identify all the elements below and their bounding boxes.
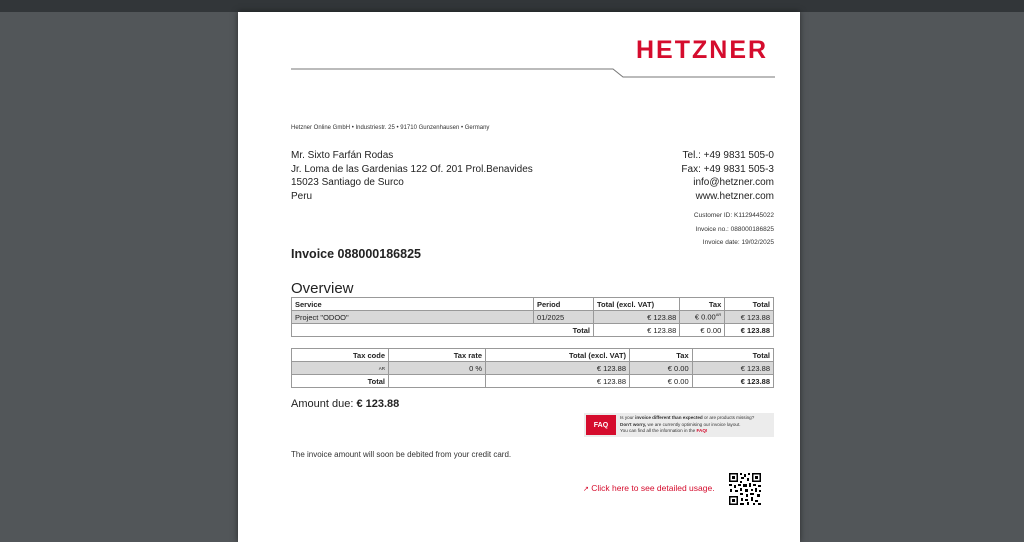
faq-line3-a: You can find all the information in the: [620, 428, 697, 434]
overview-heading: Overview: [291, 280, 354, 297]
col-total-excl: Total (excl. VAT): [594, 298, 680, 311]
debit-note: The invoice amount will soon be debited from your credit card.: [291, 450, 512, 459]
faq-line1-a: Is your: [620, 415, 636, 420]
usage-link-label: Click here to see detailed usage.: [591, 483, 715, 493]
total-empty: [389, 375, 486, 388]
col-tax: Tax: [630, 349, 693, 362]
cell-tax-code: AR: [292, 362, 389, 375]
hetzner-logo: HETZNER: [636, 36, 769, 64]
col-tax-rate: Tax rate: [389, 349, 486, 362]
faq-line2-a: Don't worry,: [620, 421, 647, 427]
viewer-toolbar: [0, 0, 1024, 12]
table-row: [292, 311, 774, 324]
cell-service: Project "ODOO": [292, 311, 534, 324]
faq-link[interactable]: FAQ!: [696, 428, 708, 434]
faq-chat-icon: [586, 415, 616, 435]
total-sum: € 123.88: [692, 375, 773, 388]
col-tax-code: Tax code: [292, 349, 389, 362]
qr-code: [728, 472, 762, 506]
col-total-excl: Total (excl. VAT): [486, 349, 630, 362]
external-link-icon: ↗: [583, 486, 589, 493]
total-label: Total: [292, 324, 594, 337]
amount-due: [291, 398, 399, 410]
col-period: Period: [534, 298, 594, 311]
faq-line1-b: invoice different than expected: [635, 415, 703, 420]
table-total-row: [292, 324, 774, 337]
cell-total: € 123.88: [725, 311, 774, 324]
cell-tax-value: € 0.00: [694, 312, 716, 322]
col-total: Total: [725, 298, 774, 311]
cell-total-excl: € 123.88: [594, 311, 680, 324]
invoice-page: [238, 12, 800, 542]
cell-total-excl: € 123.88: [486, 362, 630, 375]
recipient-country: Peru: [291, 190, 313, 202]
contact-block: [681, 149, 774, 203]
amount-due-label: Amount due:: [291, 398, 354, 410]
faq-banner[interactable]: [584, 413, 774, 437]
faq-icon-label: FAQ: [593, 421, 609, 429]
amount-due-value: € 123.88: [356, 398, 400, 410]
faq-line1-c: or are products missing?: [702, 415, 755, 420]
cell-total: € 123.88: [692, 362, 773, 375]
faq-line2-b: we are currently optimising our invoice layout.: [646, 421, 741, 427]
cell-tax: € 0.00: [630, 362, 693, 375]
tax-footnote: AR: [715, 312, 722, 318]
col-tax: Tax: [680, 298, 725, 311]
recipient-city: 15023 Santiago de Surco: [291, 177, 404, 188]
table-total-row: [292, 375, 774, 388]
table-header-row: [292, 349, 774, 362]
faq-text: [620, 415, 754, 435]
recipient-street: Jr. Loma de las Gardenias 122 Of. 201 Prol.Benavides: [291, 163, 533, 175]
contact-web[interactable]: www.hetzner.com: [695, 190, 774, 202]
total-label: Total: [292, 375, 389, 388]
total-tax: € 0.00: [630, 375, 693, 388]
total-excl: € 123.88: [486, 375, 630, 388]
total-tax: € 0.00: [680, 324, 725, 337]
total-sum: € 123.88: [725, 324, 774, 337]
cell-tax: [680, 311, 725, 324]
overview-table: [291, 297, 774, 337]
invoice-date: Invoice date: 19/02/2025: [702, 239, 774, 246]
invoice-number: Invoice no.: 088000186825: [695, 225, 774, 233]
sender-line: Hetzner Online GmbH • Industriestr. 25 • 91710 Gunzenhausen • Germany: [291, 125, 490, 131]
invoice-meta: [694, 209, 774, 250]
contact-fax: Fax: +49 9831 505-3: [681, 163, 774, 175]
recipient-name: Mr. Sixto Farfán Rodas: [291, 150, 394, 161]
contact-email[interactable]: info@hetzner.com: [693, 177, 774, 188]
contact-tel: Tel.: +49 9831 505-0: [682, 150, 774, 161]
col-service: Service: [292, 298, 534, 311]
cell-tax-rate: 0 %: [389, 362, 486, 375]
table-header-row: [292, 298, 774, 311]
tax-table: [291, 348, 774, 388]
recipient-address: [291, 149, 533, 203]
cell-period: 01/2025: [534, 311, 594, 324]
col-total: Total: [692, 349, 773, 362]
total-excl: € 123.88: [594, 324, 680, 337]
customer-id: Customer ID: K1129445022: [693, 212, 774, 219]
detailed-usage-link[interactable]: [583, 483, 715, 493]
header-divider: [291, 67, 775, 79]
invoice-title: Invoice 088000186825: [291, 247, 421, 261]
table-row: [292, 362, 774, 375]
